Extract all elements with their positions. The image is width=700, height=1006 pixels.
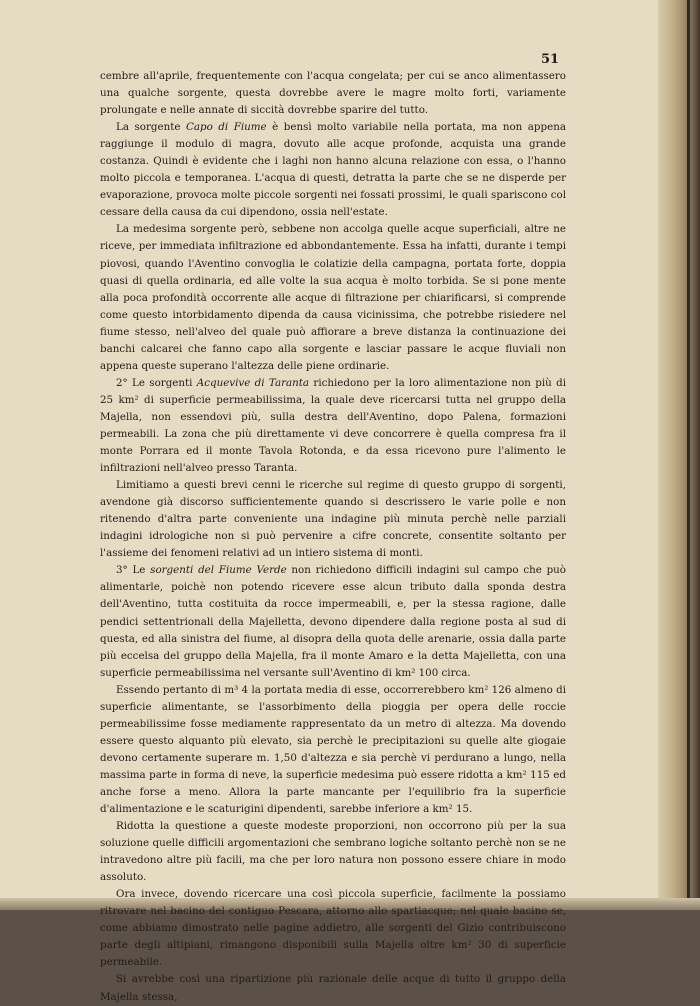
paragraph-text: Limitiamo a questi brevi cenni le ricerche sul regime di questo gruppo di sorgenti, avendone già discorso sufficientemente quando si descrissero le varie polle e non ritenendo d'altra parte conveniente una indagine più minuta perchè nelle parziali indagini idrologiche non si può pervenire a cifre concrete, consentite soltanto per l'assieme dei fenomeni relativi ad un intiero sistema di monti. [100,479,566,560]
paragraph-text: è bensì molto variabile nella portata, ma non appena raggiunge il modulo di magra, dovuto alle acque profonde, acquista una grande costanza. Quindi è evidente che i laghi non hanno alcuna relazione con essa, o l'hanno molto piccola e temporanea. L'acqua di questi, detratta la parte che se ne disperde per evaporazione, provoca molte piccole sorgenti nei fossati prossimi, le quali spariscono col cessare della causa da cui dipendono, ossia nell'estate. [100,121,566,219]
italic-term: Capo di Fiume [185,121,267,134]
page-edge-shadow [658,0,700,910]
body-text [100,68,566,1006]
paragraph [100,818,566,886]
paragraph-text: Ora invece, dovendo ricercare una così piccola superficie, facilmente la possiamo ritrovare nel bacino del contiguo Pescara, attorno allo spartiacque; nel quale bacino se, come abbiamo dimostrato nelle pagine addietro, alle sorgenti del Gizio contribuiscono parte degli altipiani, rimangono disponibili sulla Majella oltre km² 30 di superficie permeabile. [100,888,566,969]
paragraph-text: La medesima sorgente però, sebbene non accolga quelle acque superficiali, altre ne riceve, per immediata infiltrazione ed abbondantemente. Essa ha infatti, durante i tempi piovosi, quando l'Aventino convoglia le colatizie della campagna, portata forte, doppia quasi di quella ordinaria, ed alle volte la sua acqua è molto torbida. Se si pone mente alla poca profondità occorrente alle acque di filtrazione per chiarificarsi, si comprende come questo intorbidamento dipenda da causa vicinissima, che potrebbe risiedere nel fiume stesso, nell'alveo del quale può affiorare a breve distanza la continuazione dei banchi calcarei che fanno capo alla sorgente e lasciar passare le acque fluviali non appena queste superano l'altezza delle piene ordinarie. [100,223,566,372]
italic-term: Acquevive di Taranta [196,376,310,389]
paragraph-text: Ridotta la questione a queste modeste proporzioni, non occorrono più per la sua soluzione quelle difficili argomentazioni che sembrano logiche soltanto perchè non se ne intravedono altre più facili, ma che per loro natura non possono essere chiare in modo assoluto. [100,820,566,884]
page-number: 51 [541,52,560,67]
paragraph [100,682,566,818]
italic-term: sorgenti del Fiume Verde [150,564,287,577]
paragraph-text: richiedono per la loro alimentazione non più di 25 km² di superficie permeabilissima, la quale deve ricercarsi tutta nel gruppo della Majella, non essendovi più, sulla destra dell'Aventino, dopo Palena, formazioni permeabili. La zona che più direttamente vi deve concorrere è quella compresa fra il monte Porrara ed il monte Tavola Rotonda, e da essa ricevono pure l'alimento le infiltrazioni nell'alveo presso Taranta. [100,376,566,475]
paragraph [100,562,566,681]
paragraph-text: Si avrebbe così una ripartizione più razionale delle acque di tutto il gruppo della Majella stessa, [100,973,566,1003]
paragraph-prefix: 3° Le [116,564,151,577]
paragraph [100,886,566,971]
paragraph-prefix: 2° Le sorgenti [116,376,197,389]
paragraph-text: cembre all'aprile, frequentemente con l'acqua congelata; per cui se anco alimentassero una qualche sorgente, questa dovrebbe avere le magre molto forti, variamente prolungate e nelle annate di siccità dovrebbe sparire del tutto. [100,70,566,117]
binding-line [687,0,690,910]
paragraph [100,971,566,1005]
paragraph [100,119,566,221]
paragraph [100,477,566,562]
paragraph-text: non richiedono difficili indagini sul campo che può alimentarle, poichè non potendo ricevere esse alcun tributo dalla sponda destra dell'Aventino, tutta costituita da rocce impermeabili, e, per la stessa ragione, dalle pendici settentrionali della Majelletta, devono dipendere dalla regione posta al sud di questa, ed alla sinistra del fiume, al disopra della quota delle arenarie, ossia dalla parte più eccelsa del gruppo della Majella, fra il monte Amaro e la detta Majelletta, con una superficie permeabilissima nel versante sull'Aventino di km² 100 circa. [100,564,566,679]
paragraph-prefix: La sorgente [116,121,186,134]
paragraph [100,221,566,374]
paragraph-text: Essendo pertanto di m³ 4 la portata media di esse, occorrerebbero km² 126 almeno di superficie alimentante, se l'assorbimento della pioggia per opera delle roccie permeabilissime fosse mediamente rappresentato da un metro di altezza. Ma dovendo essere questo alquanto più elevato, sia perchè le precipitazioni su quelle alte giogaie devono certamente superare m. 1,50 d'altezza e sia perchè vi perdurano a lungo, nella massima parte in forma di neve, la superficie medesima può essere ridotta a km² 115 ed anche forse a meno. Allora la parte mancante per l'equilibrio fra la superficie d'alimentazione e le scaturigini dipendenti, sarebbe inferiore a km² 15. [100,683,566,816]
paragraph [100,375,566,477]
paragraph [100,68,566,119]
